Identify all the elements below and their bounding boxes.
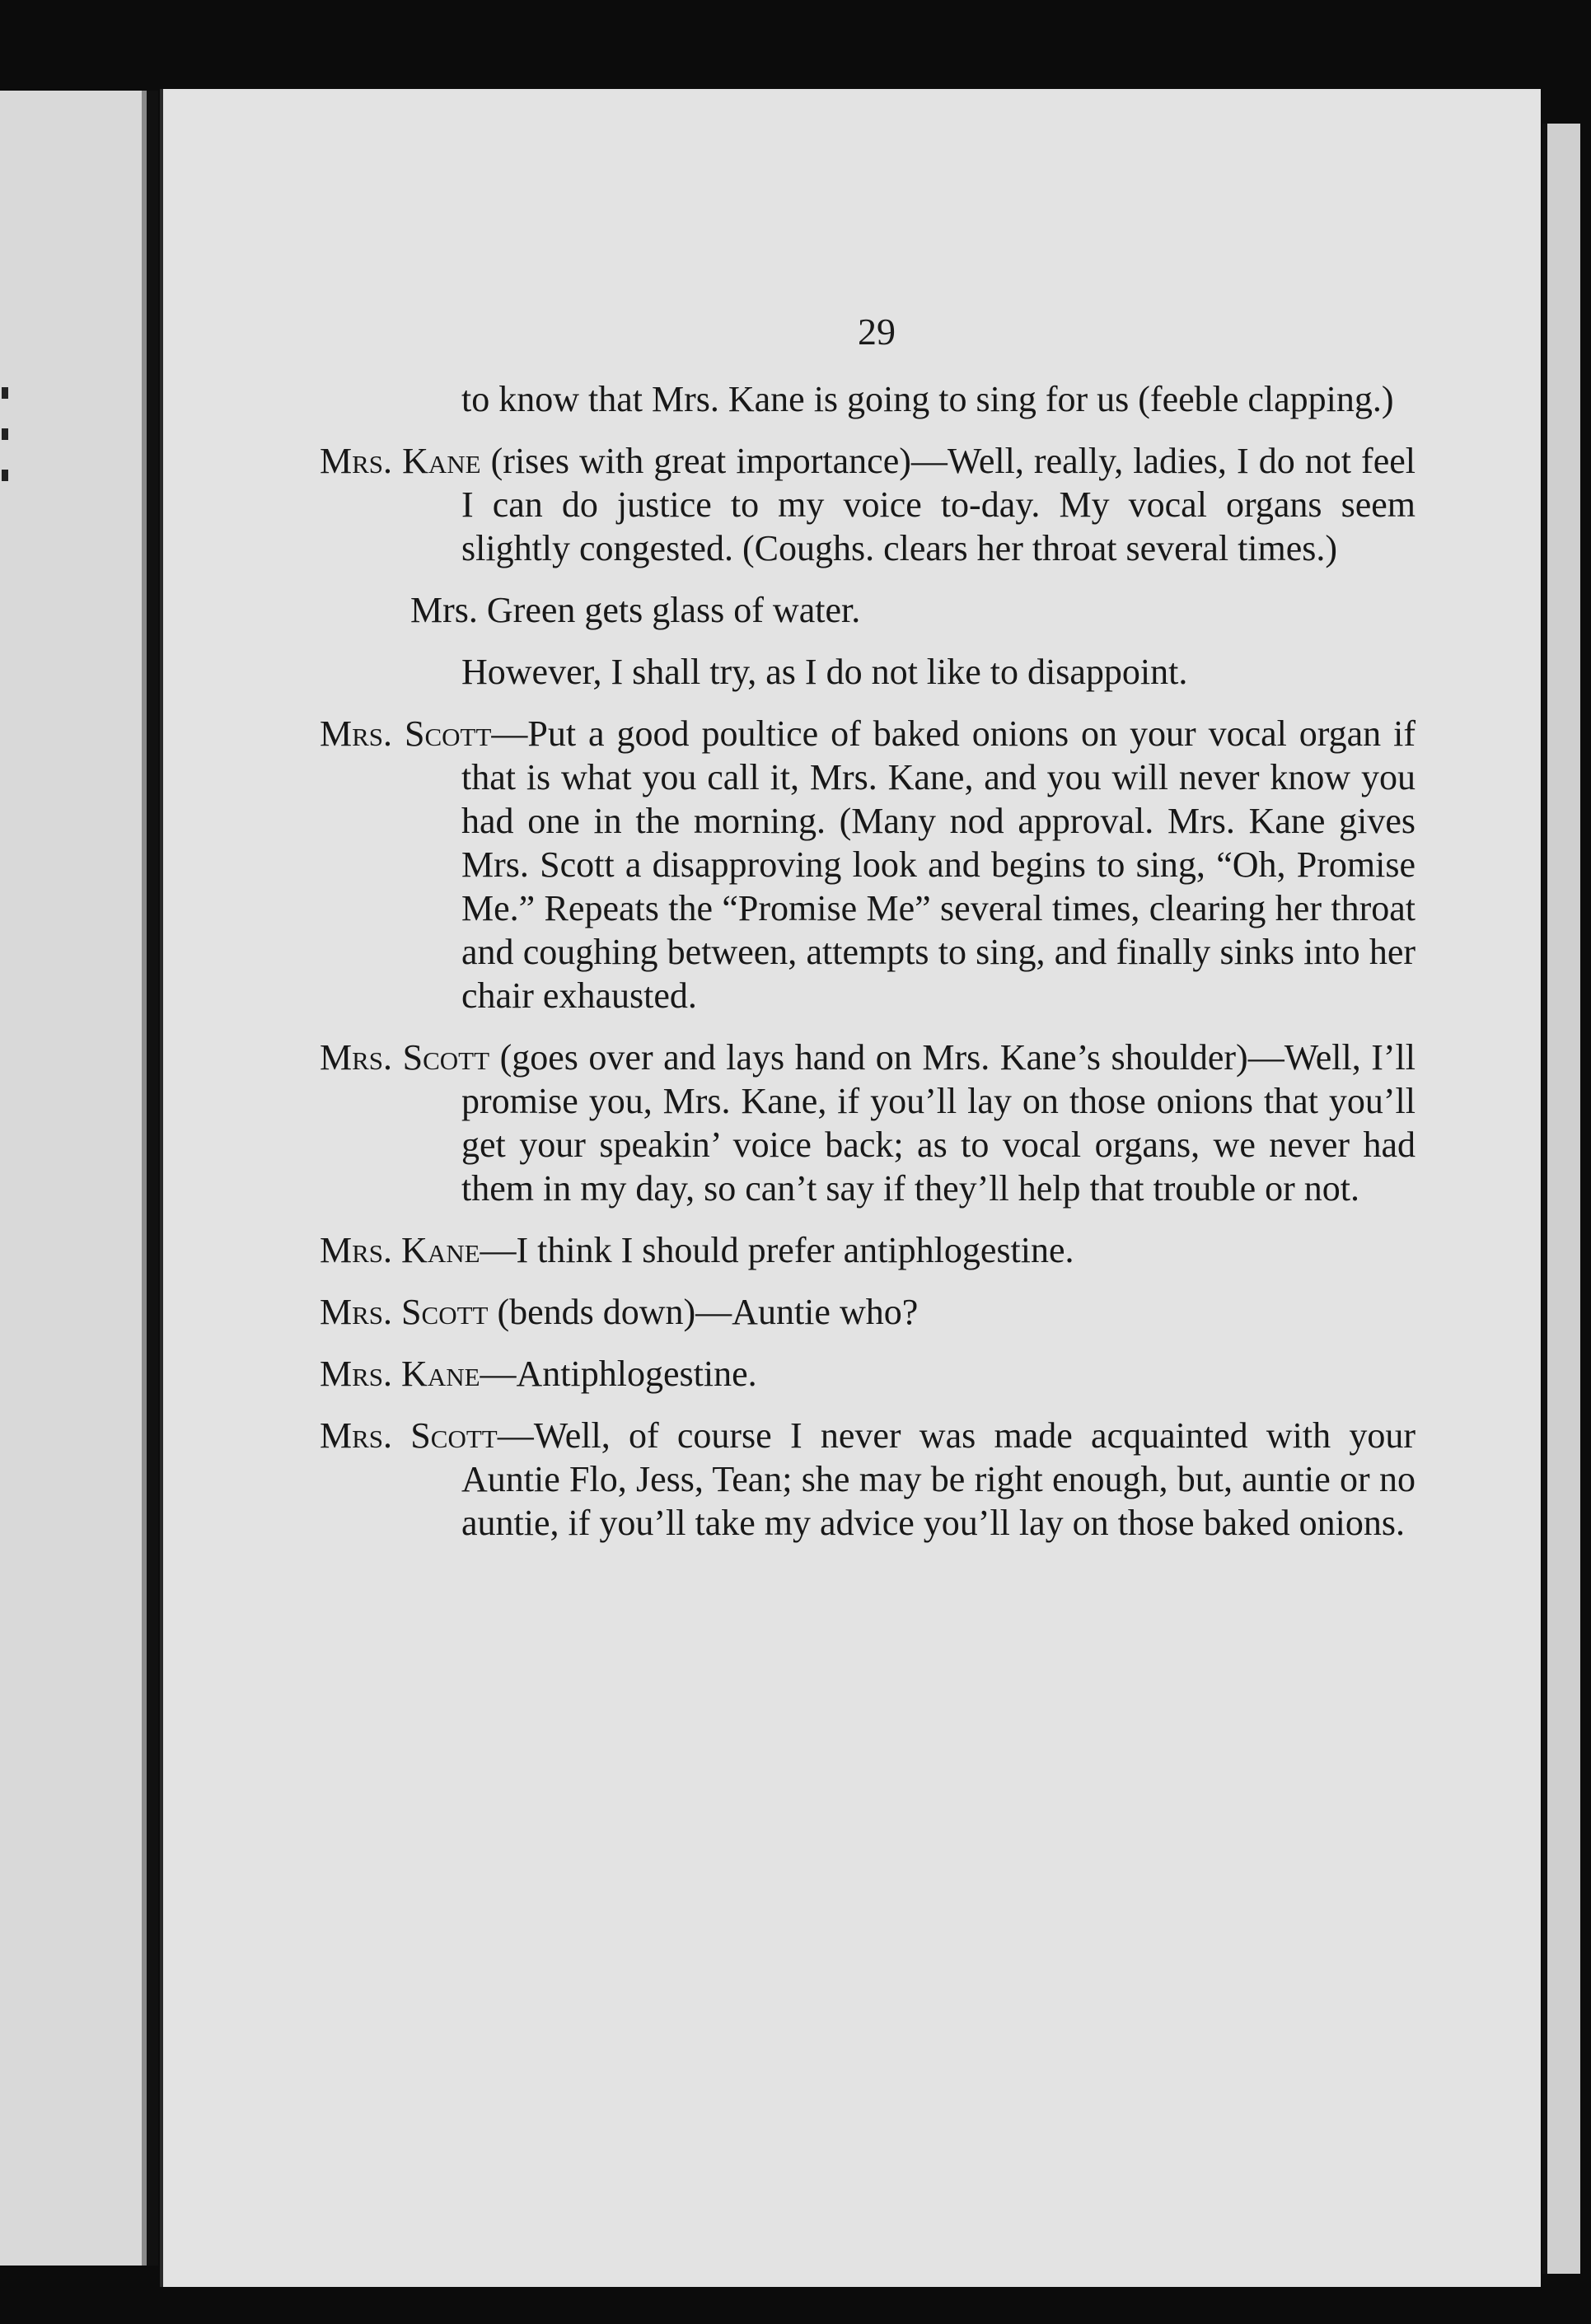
facing-page-edge [0,91,158,2266]
page-text [320,377,1416,1563]
dialogue-line [320,1290,1416,1334]
speaker-name: Mrs. Kane [320,1230,480,1270]
dialogue-text: —Well, of course I never was made acquainted with your Auntie Flo, Jess, Tean; she may be right enough, but, auntie or no auntie, if you’ll take my advice you’ll lay on those baked onions. [461,1415,1416,1543]
paragraph [320,650,1416,694]
dialogue-text: —Antiphlogestine. [480,1354,757,1394]
speaker-name: Mrs. Scott [320,713,492,754]
page-mark [2,428,8,440]
page-number: 29 [858,311,896,353]
dialogue-line [320,1414,1416,1545]
page-crease [142,91,147,2266]
dialogue-line [320,1228,1416,1272]
dialogue-line [320,439,1416,570]
dialogue-text: (rises with great importance)—Well, really, ladies, I do not feel I can do justice to my voice to-day. My vocal organs seem slightly congested. (Coughs. clears her throat several times.) [461,441,1416,568]
speaker-name: Mrs. Scott [320,1037,490,1078]
dialogue-text: —Put a good poultice of baked onions on your vocal organ if that is what you call it, Mrs. Kane, and you will never know you had one in the morning. (Many nod approval. Mrs. Kane gives Mrs. Scott a disapproving look and begins to sing, “Oh, Promise Me.” Repeats the “Promise Me” several times, clearing her throat and coughing between, attempts to sing, and finally sinks into her chair exhausted. [461,713,1416,1016]
stage-direction [320,588,1416,632]
stage-direction-text: Mrs. Green gets glass of water. [410,590,861,630]
paragraph [320,377,1416,421]
book-page [160,89,1541,2287]
page-mark [2,387,8,399]
speaker-name: Mrs. Scott [320,1292,489,1332]
speaker-name: Mrs. Scott [320,1415,498,1456]
page-mark [2,470,8,481]
dialogue-line [320,1352,1416,1396]
paragraph-text: to know that Mrs. Kane is going to sing for us (feeble clapping.) [461,379,1394,419]
dialogue-text: (goes over and lays hand on Mrs. Kane’s shoulder)—Well, I’ll promise you, Mrs. Kane, if you’ll lay on those onions that you’ll get your speakin’ voice back; as to vocal organs, we never had them in my day, so can’t say if they’ll help that trouble or not. [461,1037,1416,1209]
dialogue-line [320,1036,1416,1210]
dialogue-line [320,712,1416,1017]
speaker-name: Mrs. Kane [320,441,481,481]
next-page-edge [1542,124,1580,2274]
paragraph-text: However, I shall try, as I do not like to disappoint. [461,652,1188,692]
dialogue-text: (bends down)—Auntie who? [488,1292,919,1332]
dialogue-text: —I think I should prefer antiphlogestine. [480,1230,1074,1270]
speaker-name: Mrs. Kane [320,1354,480,1394]
